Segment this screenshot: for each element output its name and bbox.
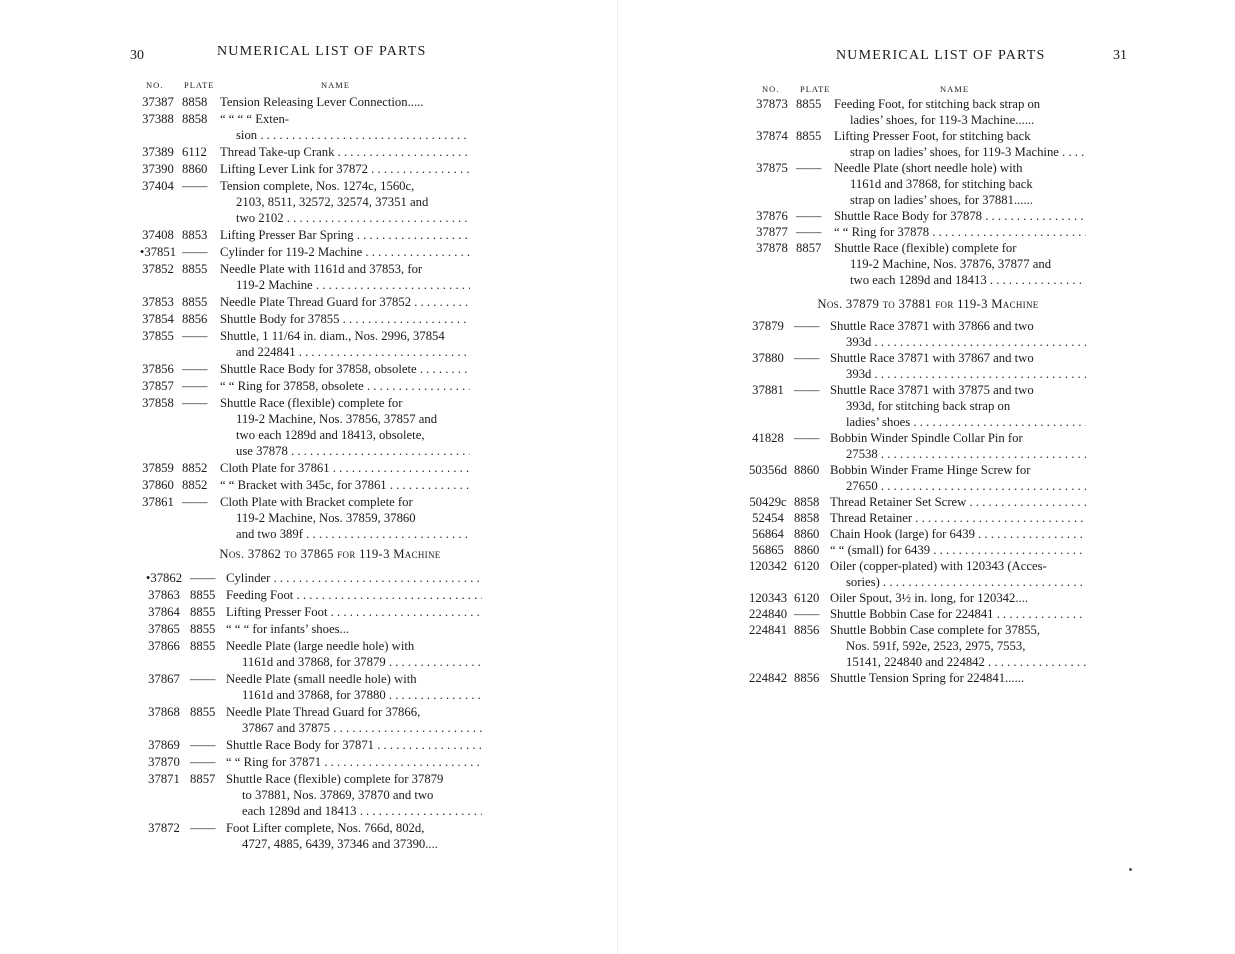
part-entry (134, 328, 470, 360)
part-name-line: and 224841 . . . (220, 344, 470, 360)
plate-number: —— (190, 672, 216, 686)
part-number: 224840 (748, 607, 788, 621)
part-name-line: Shuttle Race (flexible) complete for (220, 396, 403, 410)
part-name-line: Thread Take-up Crank . . . (220, 144, 470, 160)
part-number: 37866 (148, 639, 180, 653)
part-name-line: “ “ Ring for 37871 . . . (226, 754, 482, 770)
plate-number: 8858 (182, 95, 208, 109)
part-number: 56864 (752, 527, 784, 541)
part-entry (140, 820, 482, 852)
part-entry (134, 460, 470, 476)
plate-number: —— (796, 225, 822, 239)
plate-number: —— (794, 383, 820, 397)
plate-number: 8858 (794, 495, 820, 509)
part-name-line: 393d . . . (830, 366, 1086, 382)
part-number: 37404 (142, 179, 174, 193)
part-name (220, 294, 470, 310)
plate-number: —— (190, 738, 216, 752)
plate-number: 8855 (182, 262, 208, 276)
part-name-line: Foot Lifter complete, Nos. 766d, 802d, (226, 821, 425, 835)
left-page-number: 30 (130, 48, 144, 63)
part-name-line: 393d, for stitching back strap on (846, 399, 1011, 413)
part-entry (140, 771, 482, 819)
part-name-line: 119-2 Machine . . . (220, 277, 470, 293)
part-entry (744, 494, 1086, 510)
part-entry (744, 590, 1086, 606)
part-number: 120343 (748, 591, 788, 605)
part-entry (134, 227, 470, 243)
part-entry (134, 311, 470, 327)
part-name-line: 2103, 8511, 32572, 32574, 37351 and (236, 195, 429, 209)
part-entry (140, 754, 482, 770)
plate-number: 8852 (182, 478, 208, 492)
part-entry (134, 395, 470, 459)
part-name-line: strap on ladies’ shoes, for 119-3 Machine . . . (834, 144, 1086, 160)
part-number: 37871 (148, 772, 180, 786)
part-name-line: 37867 and 37875 . . . (226, 720, 482, 736)
plate-number: 6120 (794, 591, 820, 605)
part-entry (744, 670, 1086, 686)
right-page (618, 0, 1235, 954)
part-number: •37851 (139, 245, 177, 259)
part-name-line: each 1289d and 18413 . . . (226, 803, 482, 819)
part-number: 41828 (752, 431, 784, 445)
part-name (830, 670, 1086, 686)
plate-number: 8855 (190, 605, 216, 619)
part-name (226, 604, 482, 620)
part-entry (134, 477, 470, 493)
left-col-no-header: NO. (146, 80, 164, 90)
part-number: 37853 (142, 295, 174, 309)
right-section-heading: Nos. 37879 to 37881 for 119-3 Machine (817, 297, 1039, 311)
part-name-line: Lifting Lever Link for 37872 . . . (220, 161, 470, 177)
part-name (834, 160, 1086, 208)
part-name (220, 161, 470, 177)
part-entry (744, 350, 1086, 382)
plate-number: 8855 (796, 129, 822, 143)
part-number: 37857 (142, 379, 174, 393)
part-entry (744, 318, 1086, 350)
part-name-line: Shuttle Race Body for 37878 . . . (834, 208, 1086, 224)
part-name (830, 350, 1086, 382)
part-number: 224841 (748, 623, 788, 637)
part-number: 37388 (142, 112, 174, 126)
part-name-line: Shuttle Race 37871 with 37866 and two (830, 319, 1034, 333)
part-name-line: Lifting Presser Bar Spring . . . (220, 227, 470, 243)
plate-number: 8856 (794, 671, 820, 685)
plate-number: —— (190, 821, 216, 835)
plate-number: —— (182, 379, 208, 393)
part-number: 37852 (142, 262, 174, 276)
part-name (830, 622, 1086, 670)
part-name-line: ladies’ shoes . . . (830, 414, 1086, 430)
plate-number: 8856 (794, 623, 820, 637)
part-entry (134, 94, 470, 110)
part-number: 37872 (148, 821, 180, 835)
part-name (830, 526, 1086, 542)
part-entry (134, 111, 470, 143)
part-entry (134, 178, 470, 226)
part-name-line: Shuttle Bobbin Case for 224841 . . . (830, 606, 1086, 622)
part-name-line: Shuttle Race (flexible) complete for (834, 241, 1017, 255)
part-entry (140, 604, 482, 620)
part-name (220, 244, 470, 260)
part-entry (134, 161, 470, 177)
plate-number: —— (190, 755, 216, 769)
part-name-line: Chain Hook (large) for 6439 . . . (830, 526, 1086, 542)
left-col-name-header: NAME (321, 80, 351, 90)
part-name-line: Feeding Foot . . . (226, 587, 482, 603)
part-name-line: two 2102 . . . (220, 210, 470, 226)
part-number: 37389 (142, 145, 174, 159)
part-entry (134, 294, 470, 310)
part-name-line: Bobbin Winder Spindle Collar Pin for (830, 431, 1023, 445)
part-entry (744, 430, 1086, 462)
part-name (830, 590, 1086, 606)
right-page-title: NUMERICAL LIST OF PARTS (836, 48, 1046, 63)
part-name-line: sion . . . (220, 127, 470, 143)
part-name-line: Lifting Presser Foot . . . (226, 604, 482, 620)
part-number: 37880 (752, 351, 784, 365)
plate-number: 8860 (794, 463, 820, 477)
plate-number: —— (796, 161, 822, 175)
plate-number: 6120 (794, 559, 820, 573)
part-name (226, 587, 482, 603)
part-entry (140, 737, 482, 753)
part-name (834, 224, 1086, 240)
part-name-line: Shuttle Race 37871 with 37875 and two (830, 383, 1034, 397)
part-name (226, 621, 482, 637)
left-page-title: NUMERICAL LIST OF PARTS (217, 44, 427, 59)
part-name (220, 178, 470, 226)
plate-number: —— (182, 329, 208, 343)
part-name (220, 378, 470, 394)
part-entry (134, 144, 470, 160)
part-number: •37862 (145, 571, 183, 585)
part-number: 37881 (752, 383, 784, 397)
part-entry (134, 261, 470, 293)
part-number: 37863 (148, 588, 180, 602)
right-page-number: 31 (1113, 48, 1127, 63)
part-name-line: Bobbin Winder Frame Hinge Screw for (830, 463, 1031, 477)
part-name (834, 96, 1086, 128)
plate-number: —— (182, 495, 208, 509)
part-name (830, 558, 1086, 590)
part-name (226, 754, 482, 770)
part-number: 37390 (142, 162, 174, 176)
part-entry (744, 382, 1086, 430)
part-name (226, 771, 482, 819)
part-name-line: two each 1289d and 18413, obsolete, (236, 428, 425, 442)
part-name (220, 94, 470, 110)
part-number: 37867 (148, 672, 180, 686)
plate-number: —— (794, 319, 820, 333)
plate-number: —— (182, 179, 208, 193)
part-name-line: 4727, 4885, 6439, 37346 and 37390.... (242, 837, 438, 851)
part-entry (140, 671, 482, 703)
plate-number: 8857 (796, 241, 822, 255)
part-number: 37387 (142, 95, 174, 109)
part-name-line: Cylinder . . . (226, 570, 482, 586)
part-name-line: Shuttle Bobbin Case complete for 37855, (830, 623, 1041, 637)
part-name-line: Shuttle Body for 37855 . . . (220, 311, 470, 327)
part-entry (140, 570, 482, 586)
part-entry (748, 240, 1086, 288)
right-col-plate-header: PLATE (800, 84, 831, 94)
part-entry (744, 462, 1086, 494)
part-name (220, 111, 470, 143)
right-parts-list (748, 96, 1086, 288)
part-name (226, 704, 482, 736)
part-entry (140, 704, 482, 736)
plate-number: —— (182, 245, 208, 259)
part-number: 37877 (756, 225, 788, 239)
part-name (220, 460, 470, 476)
left-parts-list (134, 94, 470, 543)
part-name (834, 128, 1086, 160)
right-col-name-header: NAME (940, 84, 970, 94)
part-name-line: Shuttle, 1 11/64 in. diam., Nos. 2996, 37854 (220, 329, 445, 343)
part-name (830, 382, 1086, 430)
part-name-line: Oiler (copper-plated) with 120343 (Acces- (830, 559, 1047, 573)
part-name-line: Lifting Presser Foot, for stitching back (834, 129, 1031, 143)
part-name-line: 119-2 Machine, Nos. 37876, 37877 and (850, 257, 1052, 271)
part-entry (744, 542, 1086, 558)
part-entry (134, 494, 470, 542)
part-name (220, 477, 470, 493)
part-name-line: 393d . . . (830, 334, 1086, 350)
part-number: 50429c (749, 495, 787, 509)
right-col-no-header: NO. (762, 84, 780, 94)
right-parts-list-2 (744, 318, 1086, 686)
part-name-line: 1161d and 37868, for 37880 . . . (226, 687, 482, 703)
part-name (226, 737, 482, 753)
part-name (226, 671, 482, 703)
plate-number: 8855 (796, 97, 822, 111)
part-number: 37878 (756, 241, 788, 255)
plate-number: 8855 (182, 295, 208, 309)
part-number: 37864 (148, 605, 180, 619)
part-name-line: and two 389f . . . (220, 526, 470, 542)
part-name-line: 27538 . . . (830, 446, 1086, 462)
part-name (830, 318, 1086, 350)
plate-number: —— (794, 351, 820, 365)
part-name-line: Cylinder for 119-2 Machine . . . (220, 244, 470, 260)
part-name-line: “ “ “ for infants’ shoes... (226, 622, 350, 636)
part-number: 37855 (142, 329, 174, 343)
part-name-line: Shuttle Race Body for 37871 . . . (226, 737, 482, 753)
plate-number: 8860 (794, 527, 820, 541)
part-name (220, 227, 470, 243)
part-number: 37874 (756, 129, 788, 143)
part-number: 37870 (148, 755, 180, 769)
plate-number: —— (794, 431, 820, 445)
plate-number: 8852 (182, 461, 208, 475)
left-page (0, 0, 617, 954)
part-name (830, 430, 1086, 462)
part-name-line: 119-2 Machine, Nos. 37856, 37857 and (236, 412, 438, 426)
part-name (220, 395, 470, 459)
part-name-line: use 37878 . . . (220, 443, 470, 459)
part-name-line: “ “ Ring for 37858, obsolete . . . (220, 378, 470, 394)
part-number: 224842 (748, 671, 788, 685)
part-entry (744, 510, 1086, 526)
part-name-line: strap on ladies’ shoes, for 37881...... (850, 193, 1033, 207)
plate-number: 8857 (190, 772, 216, 786)
part-name-line: ladies’ shoes, for 119-3 Machine...... (850, 113, 1035, 127)
part-entry (134, 244, 470, 260)
part-name-line: Needle Plate with 1161d and 37853, for (220, 262, 423, 276)
part-name (834, 208, 1086, 224)
part-number: 37856 (142, 362, 174, 376)
part-number: 37869 (148, 738, 180, 752)
ink-speck (1129, 868, 1132, 871)
part-name-line: Needle Plate Thread Guard for 37866, (226, 705, 421, 719)
part-number: 37865 (148, 622, 180, 636)
left-col-plate-header: PLATE (184, 80, 215, 90)
part-number: 37854 (142, 312, 174, 326)
part-name-line: Thread Retainer . . . (830, 510, 1086, 526)
part-entry (748, 128, 1086, 160)
part-name (830, 542, 1086, 558)
plate-number: 8855 (190, 639, 216, 653)
plate-number: 8858 (794, 511, 820, 525)
part-entry (748, 160, 1086, 208)
part-name (220, 328, 470, 360)
part-name-line: 27650 . . . (830, 478, 1086, 494)
part-name-line: Needle Plate Thread Guard for 37852 . . . (220, 294, 470, 310)
part-name (220, 144, 470, 160)
part-number: 120342 (748, 559, 788, 573)
part-entry (140, 621, 482, 637)
part-number: 52454 (752, 511, 784, 525)
part-name-line: Shuttle Race Body for 37858, obsolete . . . (220, 361, 470, 377)
part-name (226, 820, 482, 852)
part-name-line: 1161d and 37868, for stitching back (850, 177, 1033, 191)
part-number: 37876 (756, 209, 788, 223)
part-name-line: Tension complete, Nos. 1274c, 1560c, (220, 179, 415, 193)
part-number: 50356d (748, 463, 788, 477)
part-name-line: Cloth Plate for 37861 . . . (220, 460, 470, 476)
part-name (830, 510, 1086, 526)
part-name-line: “ “ “ “ Exten- (220, 112, 290, 126)
part-entry (134, 378, 470, 394)
part-entry (134, 361, 470, 377)
part-number: 37858 (142, 396, 174, 410)
part-entry (744, 606, 1086, 622)
plate-number: —— (182, 396, 208, 410)
part-number: 56865 (752, 543, 784, 557)
part-name-line: Shuttle Race 37871 with 37867 and two (830, 351, 1034, 365)
part-name-line: Needle Plate (small needle hole) with (226, 672, 417, 686)
plate-number: 8856 (182, 312, 208, 326)
part-name-line: “ “ Ring for 37878 . . . (834, 224, 1086, 240)
part-name-line: Shuttle Tension Spring for 224841...... (830, 671, 1025, 685)
part-entry (744, 558, 1086, 590)
plate-number: —— (796, 209, 822, 223)
part-name (834, 240, 1086, 288)
part-entry (744, 526, 1086, 542)
part-name-line: Tension Releasing Lever Connection..... (220, 95, 424, 109)
plate-number: 8855 (190, 588, 216, 602)
plate-number: 8855 (190, 622, 216, 636)
part-name-line: Needle Plate (large needle hole) with (226, 639, 415, 653)
part-name-line: Oiler Spout, 3½ in. long, for 120342.... (830, 591, 1029, 605)
part-name (830, 606, 1086, 622)
part-name (226, 570, 482, 586)
part-number: 37875 (756, 161, 788, 175)
part-name-line: Cloth Plate with Bracket complete for (220, 495, 413, 509)
part-name-line: Thread Retainer Set Screw . . . (830, 494, 1086, 510)
part-number: 37860 (142, 478, 174, 492)
part-name-line: 119-2 Machine, Nos. 37859, 37860 (236, 511, 416, 525)
part-name-line: 1161d and 37868, for 37879 . . . (226, 654, 482, 670)
part-name-line: Needle Plate (short needle hole) with (834, 161, 1023, 175)
part-entry (140, 638, 482, 670)
plate-number: —— (182, 362, 208, 376)
part-name (220, 361, 470, 377)
part-number: 37868 (148, 705, 180, 719)
part-name-line: to 37881, Nos. 37869, 37870 and two (242, 788, 434, 802)
plate-number: 8855 (190, 705, 216, 719)
part-number: 37861 (142, 495, 174, 509)
part-name (830, 462, 1086, 494)
part-name (226, 638, 482, 670)
part-name-line: two each 1289d and 18413 . . . (834, 272, 1086, 288)
part-entry (748, 224, 1086, 240)
plate-number: —— (794, 607, 820, 621)
plate-number: 8858 (182, 112, 208, 126)
part-name-line: Shuttle Race (flexible) complete for 37879 (226, 772, 444, 786)
part-name (220, 261, 470, 293)
part-name (830, 494, 1086, 510)
left-parts-list-2 (140, 570, 482, 853)
plate-number: 8860 (794, 543, 820, 557)
part-number: 37879 (752, 319, 784, 333)
part-name (220, 311, 470, 327)
part-entry (748, 208, 1086, 224)
plate-number: 8853 (182, 228, 208, 242)
part-name-line: Nos. 591f, 592e, 2523, 2975, 7553, (846, 639, 1026, 653)
part-number: 37408 (142, 228, 174, 242)
part-number: 37873 (756, 97, 788, 111)
part-name (220, 494, 470, 542)
left-section-heading: Nos. 37862 to 37865 for 119-3 Machine (219, 547, 441, 561)
plate-number: —— (190, 571, 216, 585)
plate-number: 6112 (182, 145, 207, 159)
part-name-line: sories) . . . (830, 574, 1086, 590)
part-number: 37859 (142, 461, 174, 475)
part-name-line: Feeding Foot, for stitching back strap on (834, 97, 1041, 111)
part-entry (748, 96, 1086, 128)
part-entry (744, 622, 1086, 670)
part-name-line: “ “ Bracket with 345c, for 37861 . . . (220, 477, 470, 493)
plate-number: 8860 (182, 162, 208, 176)
part-name-line: “ “ (small) for 6439 . . . (830, 542, 1086, 558)
part-entry (140, 587, 482, 603)
part-name-line: 15141, 224840 and 224842 . . . (830, 654, 1086, 670)
